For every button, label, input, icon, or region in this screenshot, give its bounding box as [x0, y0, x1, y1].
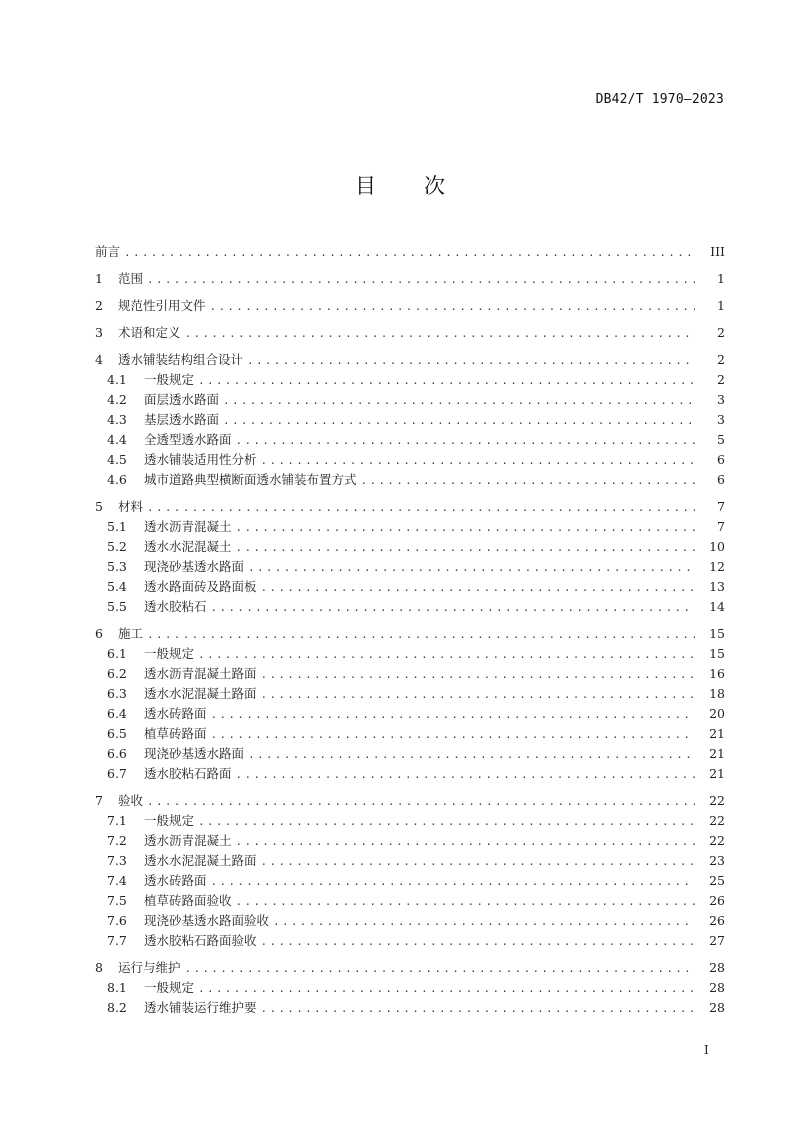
toc-entry-label: 运行与维护: [118, 960, 181, 975]
toc-entry-number: 7.2: [107, 833, 127, 848]
toc-entry-page: 14: [709, 599, 725, 614]
toc-subentry[interactable]: [95, 871, 725, 891]
toc-entry-number: 4.3: [107, 412, 127, 427]
toc-entry-label: 透水沥青混凝土: [144, 519, 232, 534]
toc-entry-page: 23: [709, 853, 725, 868]
toc-entry-page: 15: [709, 626, 725, 641]
toc-section: [95, 623, 725, 784]
toc-entry-label: 透水砖路面: [144, 873, 207, 888]
dot-leader: [236, 765, 695, 785]
toc-entry-page: 2: [717, 372, 725, 387]
toc-subentry[interactable]: [95, 831, 725, 851]
toc-entry[interactable]: [95, 322, 725, 343]
toc-entry-page: 7: [717, 519, 725, 534]
toc-entry-number: 3: [95, 325, 103, 340]
toc-subentry[interactable]: [95, 450, 725, 470]
toc-entry-number: 8: [95, 960, 103, 975]
toc-entry-page: 10: [709, 539, 725, 554]
toc-subentry[interactable]: [95, 664, 725, 684]
toc-entry-label: 范围: [118, 271, 144, 286]
toc-entry-label: 施工: [118, 626, 144, 641]
toc-entry-number: 6.3: [107, 686, 127, 701]
title-char-1: 目: [355, 174, 376, 198]
dot-leader: [198, 371, 695, 391]
toc-entry-label: 一般规定: [144, 372, 195, 387]
toc-entry-label: 一般规定: [144, 646, 195, 661]
dot-leader: [236, 538, 695, 558]
toc-entry-page: 22: [709, 793, 725, 808]
toc-entry-number: 6.1: [107, 646, 127, 661]
toc-entry-label: 验收: [118, 793, 144, 808]
toc-subentry[interactable]: [95, 851, 725, 871]
toc-entry-number: 5.1: [107, 519, 127, 534]
dot-leader: [247, 350, 695, 371]
toc-subentry[interactable]: [95, 577, 725, 597]
toc-entry-label: 透水沥青混凝土路面: [144, 666, 257, 681]
dot-leader: [236, 832, 695, 852]
dot-leader: [236, 892, 695, 912]
toc-entry-number: 6.6: [107, 746, 127, 761]
toc-subentry[interactable]: [95, 704, 725, 724]
toc-section: [95, 322, 725, 343]
toc-entry-page: 27: [709, 933, 725, 948]
toc-entry-page: 26: [709, 893, 725, 908]
toc-entry-page: 6: [717, 472, 725, 487]
toc-entry-number: 7.7: [107, 933, 127, 948]
toc-section: [95, 790, 725, 951]
toc-subentry[interactable]: [95, 557, 725, 577]
dot-leader: [211, 705, 695, 725]
toc-subentry[interactable]: [95, 390, 725, 410]
dot-leader: [236, 518, 695, 538]
toc-section: [95, 957, 725, 1018]
toc-entry-label: 一般规定: [144, 813, 195, 828]
toc-entry-page: 21: [709, 746, 725, 761]
toc-entry-page: 3: [717, 392, 725, 407]
dot-leader: [223, 411, 695, 431]
toc-entry-label: 透水胶粘石: [144, 599, 207, 614]
toc-entry-label: 现浇砂基透水路面验收: [144, 913, 270, 928]
toc-entry-page: 20: [709, 706, 725, 721]
toc-entry-number: 5: [95, 499, 103, 514]
toc-entry-label: 透水胶粘石路面验收: [144, 933, 257, 948]
toc-subentry[interactable]: [95, 470, 725, 490]
toc-entry[interactable]: [95, 623, 725, 644]
toc-entry-number: 4.2: [107, 392, 127, 407]
toc-entry-label: 透水铺装运行维护要: [144, 1000, 257, 1015]
toc-entry[interactable]: [95, 295, 725, 316]
dot-leader: [147, 497, 695, 518]
toc-entry-label: 一般规定: [144, 980, 195, 995]
toc-entry-number: 7.6: [107, 913, 127, 928]
toc-entry-label: 透水胶粘石路面: [144, 766, 232, 781]
toc-entry-label: 透水水泥混凝土: [144, 539, 232, 554]
dot-leader: [124, 242, 695, 263]
dot-leader: [185, 323, 695, 344]
toc-entry-label: 材料: [118, 499, 144, 514]
toc-subentry[interactable]: [95, 370, 725, 390]
toc-entry-page: 28: [709, 1000, 725, 1015]
toc-entry-label: 透水水泥混凝土路面: [144, 686, 257, 701]
toc-entry-number: 5.5: [107, 599, 127, 614]
toc-section: [95, 496, 725, 617]
toc-entry-number: 2: [95, 298, 103, 313]
toc-subentry[interactable]: [95, 410, 725, 430]
dot-leader: [248, 558, 695, 578]
toc-entry[interactable]: [95, 496, 725, 517]
toc-entry-number: 6.2: [107, 666, 127, 681]
toc-entry-page: 6: [717, 452, 725, 467]
toc-subentry[interactable]: [95, 891, 725, 911]
toc-subentry[interactable]: [95, 744, 725, 764]
toc-entry-page: 2: [717, 325, 725, 340]
dot-leader: [147, 624, 695, 645]
toc-subentry[interactable]: [95, 684, 725, 704]
toc-entry-number: 6.4: [107, 706, 127, 721]
toc-entry-label: 前言: [95, 244, 121, 259]
dot-leader: [198, 812, 695, 832]
dot-leader: [261, 578, 695, 598]
dot-leader: [210, 296, 695, 317]
dot-leader: [236, 431, 695, 451]
dot-leader: [261, 999, 695, 1019]
toc-entry-page: 1: [717, 271, 725, 286]
toc-entry-label: 术语和定义: [118, 325, 181, 340]
dot-leader: [261, 451, 695, 471]
toc-entry-label: 现浇砂基透水路面: [144, 746, 245, 761]
toc-entry-label: 透水铺装适用性分析: [144, 452, 257, 467]
toc-entry-number: 4: [95, 352, 103, 367]
toc-entry-number: 5.3: [107, 559, 127, 574]
toc-entry-number: 6.7: [107, 766, 127, 781]
toc-entry-number: 4.1: [107, 372, 127, 387]
toc-entry-page: 28: [709, 980, 725, 995]
dot-leader: [147, 269, 695, 290]
toc-entry-label: 透水砖路面: [144, 706, 207, 721]
toc-entry-page: 26: [709, 913, 725, 928]
toc-entry-number: 7.1: [107, 813, 127, 828]
title-char-2: 次: [424, 174, 445, 198]
toc-entry-label: 植草砖路面验收: [144, 893, 232, 908]
dot-leader: [223, 391, 695, 411]
toc-entry-page: 16: [709, 666, 725, 681]
toc-entry[interactable]: [95, 957, 725, 978]
toc-entry-page: 12: [709, 559, 725, 574]
toc-entry-number: 7.5: [107, 893, 127, 908]
toc-entry-number: 6.5: [107, 726, 127, 741]
toc-entry-number: 4.6: [107, 472, 127, 487]
toc-section: [95, 268, 725, 289]
toc-entry-label: 面层透水路面: [144, 392, 220, 407]
dot-leader: [261, 852, 695, 872]
toc-entry-page: 7: [717, 499, 725, 514]
toc-entry-page: 21: [709, 766, 725, 781]
dot-leader: [198, 979, 695, 999]
dot-leader: [361, 471, 695, 491]
toc-entry-page: 22: [709, 813, 725, 828]
toc-entry-label: 透水路面砖及路面板: [144, 579, 257, 594]
toc-entry-label: 规范性引用文件: [118, 298, 206, 313]
toc-entry[interactable]: [95, 790, 725, 811]
toc-entry-number: 8.2: [107, 1000, 127, 1015]
toc-subentry[interactable]: [95, 644, 725, 664]
toc-entry-label: 基层透水路面: [144, 412, 220, 427]
toc-entry-page: 21: [709, 726, 725, 741]
toc-entry-number: 7.3: [107, 853, 127, 868]
toc-entry-number: 5.2: [107, 539, 127, 554]
toc-subentry[interactable]: [95, 998, 725, 1018]
toc-entry-number: 6: [95, 626, 103, 641]
page-title: [0, 170, 800, 200]
toc-subentry[interactable]: [95, 724, 725, 744]
toc-entry-page: 1: [717, 298, 725, 313]
toc-entry[interactable]: [95, 268, 725, 289]
page-number: I: [704, 1043, 709, 1057]
toc-entry-number: 8.1: [107, 980, 127, 995]
toc-entry-label: 透水沥青混凝土: [144, 833, 232, 848]
toc-entry-label: 植草砖路面: [144, 726, 207, 741]
toc-subentry[interactable]: [95, 811, 725, 831]
toc-entry-page: 28: [709, 960, 725, 975]
toc-entry-number: 7: [95, 793, 103, 808]
toc-entry-page: 18: [709, 686, 725, 701]
document-code: DB42/T 1970—2023: [595, 92, 724, 107]
toc-entry-page: 5: [717, 432, 725, 447]
toc-subentry[interactable]: [95, 517, 725, 537]
toc-entry-page: 3: [717, 412, 725, 427]
toc-entry-label: 城市道路典型横断面透水铺装布置方式: [144, 472, 357, 487]
toc-entry-number: 5.4: [107, 579, 127, 594]
toc-subentry[interactable]: [95, 764, 725, 784]
toc-section: [95, 349, 725, 490]
table-of-contents: [95, 241, 725, 1024]
dot-leader: [147, 791, 695, 812]
dot-leader: [198, 645, 695, 665]
toc-entry-label: 透水铺装结构组合设计: [118, 352, 244, 367]
dot-leader: [273, 912, 695, 932]
toc-entry-page: 25: [709, 873, 725, 888]
toc-entry-number: 4.5: [107, 452, 127, 467]
toc-entry-label: 透水水泥混凝土路面: [144, 853, 257, 868]
toc-entry-page: 22: [709, 833, 725, 848]
toc-entry-page: III: [710, 244, 725, 259]
dot-leader: [261, 665, 695, 685]
toc-entry-number: 1: [95, 271, 103, 286]
toc-entry-page: 15: [709, 646, 725, 661]
dot-leader: [211, 598, 695, 618]
toc-entry-label: 全透型透水路面: [144, 432, 232, 447]
dot-leader: [261, 685, 695, 705]
dot-leader: [211, 872, 695, 892]
toc-entry-number: 7.4: [107, 873, 127, 888]
toc-subentry[interactable]: [95, 430, 725, 450]
toc-subentry[interactable]: [95, 597, 725, 617]
toc-section: [95, 241, 725, 262]
dot-leader: [211, 725, 695, 745]
toc-subentry[interactable]: [95, 931, 725, 951]
toc-entry-label: 现浇砂基透水路面: [144, 559, 245, 574]
dot-leader: [185, 958, 695, 979]
toc-entry-page: 2: [717, 352, 725, 367]
toc-subentry[interactable]: [95, 978, 725, 998]
toc-subentry[interactable]: [95, 537, 725, 557]
toc-section: [95, 295, 725, 316]
toc-subentry[interactable]: [95, 911, 725, 931]
dot-leader: [248, 745, 695, 765]
dot-leader: [261, 932, 695, 952]
toc-entry-number: 4.4: [107, 432, 127, 447]
toc-entry-page: 13: [709, 579, 725, 594]
toc-entry[interactable]: [95, 241, 725, 262]
toc-entry[interactable]: [95, 349, 725, 370]
